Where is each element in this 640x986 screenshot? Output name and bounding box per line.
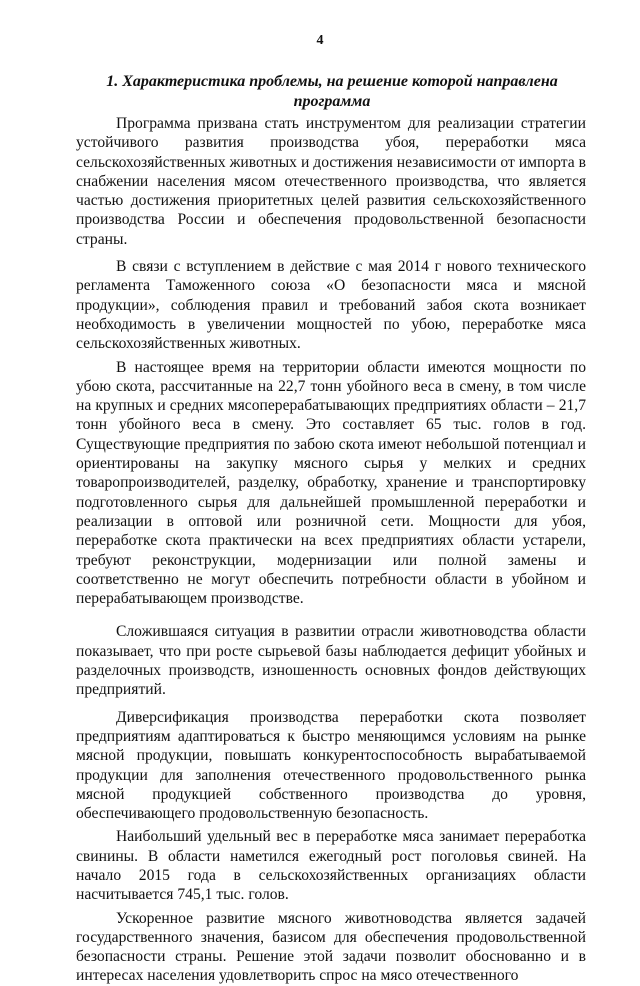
paragraph-5: Диверсификация производства переработки скота позволяет предприятиям адаптироваться к быстро меняющимся условиям на рынке мясной продукции, повышать конкурентоспособность вырабатываемой продукции для заполнения отечественного продовольственного рынка мясной продукцией собственного производства до уровня, обеспечивающего продовольственную безопасность. (76, 708, 586, 823)
paragraph-3: В настоящее время на территории области имеются мощности по убою скота, рассчитанные на 22,7 тонн убойного веса в смену, в том числе на крупных и средних мясоперерабатывающих предприятиях области – 21,7 тонн убойного веса в смену. Это составляет 65 тыс. голов в год. Существующие предприятия по забою скота имеют небольшой потенциал и ориентированы на закупку мясного сырья у мелких и средних товаропроизводителей, разделку, обработку, хранение и транспортировку подготовленного сырья для дальнейшей промышленной переработки и реализации в оптовой или розничной сети. Мощности для убоя, переработке скота практически на всех предприятиях области устарели, требуют реконструкции, модернизации или полной замены и соответственно не могут обеспечить потребности области в убойном и перерабатывающем производстве. (76, 358, 586, 608)
section-heading: 1. Характеристика проблемы, на решение которой направлена программа (106, 73, 558, 110)
paragraph-2: В связи с вступлением в действие с мая 2014 г нового технического регламента Таможенного союза «О безопасности мяса и мясной продукции», соблюдения правил и требований забоя скота возникает необходимость в увеличении мощностей по убою, переработке мяса сельскохозяйственных животных. (76, 258, 586, 353)
document-body (76, 114, 586, 986)
paragraph-7: Ускоренное развитие мясного животноводства является задачей государственного значения, базисом для обеспечения продовольственной безопасности страны. Решение этой задачи позволит обоснованно и в интересах населения удовлетворить спрос на мясо отечественного (76, 909, 586, 985)
page-number: 4 (316, 33, 324, 48)
paragraph-1: Программа призвана стать инструментом для реализации стратегии устойчивого развития производства убоя, переработки мяса сельскохозяйственных животных и достижения независимости от импорта в снабжении населения мясом отечественного производства, что является частью достижения приоритетных целей развития сельскохозяйственного производства России и обеспечения продовольственной безопасности страны. (76, 115, 586, 248)
paragraph-4: Сложившаяся ситуация в развитии отрасли животноводства области показывает, что при росте сырьевой базы наблюдается дефицит убойных и разделочных производств, изношенность основных фондов действующих предприятий. (76, 623, 586, 699)
paragraph-6: Наибольший удельный вес в переработке мяса занимает переработка свинины. В области наметился ежегодный рост поголовья свиней. На начало 2015 года в сельскохозяйственных организациях области насчитывается 745,1 тыс. голов. (76, 828, 586, 904)
